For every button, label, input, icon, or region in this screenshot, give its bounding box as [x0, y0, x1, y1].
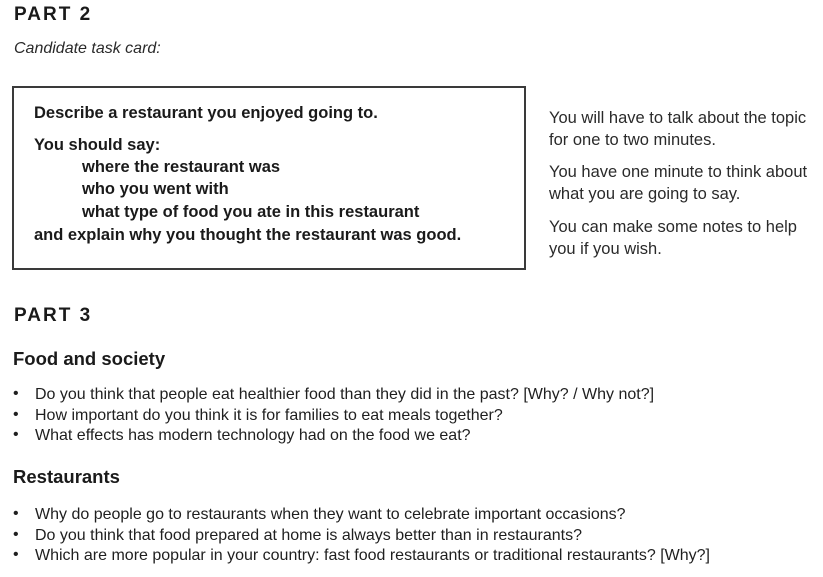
section-title-food-and-society: Food and society: [13, 348, 166, 369]
bullet-icon: •: [13, 385, 19, 402]
part-2-heading: PART 2: [14, 4, 93, 25]
question-text: Which are more popular in your country: fast food restaurants or traditional restaurants? [Why?]: [35, 547, 710, 564]
question-text: Do you think that people eat healthier food than they did in the past? [Why? / Why not?]: [35, 386, 655, 403]
instruction-note: You have one minute to think about what you are going to say.: [549, 163, 808, 203]
bullet-icon: •: [13, 546, 19, 563]
card-point: what type of food you ate in this restaurant: [82, 203, 420, 221]
candidate-task-card: [12, 86, 526, 270]
card-point: who you went with: [82, 180, 229, 198]
question-text: How important do you think it is for families to eat meals together?: [35, 406, 503, 424]
card-should-say: You should say:: [34, 136, 161, 154]
card-point: where the restaurant was: [82, 158, 281, 176]
section-title-restaurants: Restaurants: [13, 466, 120, 487]
card-explain: and explain why you thought the restaurant was good.: [34, 226, 462, 244]
part-3-heading: PART 3: [14, 305, 93, 326]
instruction-note: You will have to talk about the topic for one to two minutes.: [549, 109, 807, 149]
bullet-icon: •: [13, 525, 19, 543]
task-card-subtitle: Candidate task card:: [14, 40, 161, 57]
bullet-icon: •: [13, 426, 19, 443]
question-text: Do you think that food prepared at home is always better than in restaurants?: [35, 526, 582, 544]
card-topic: Describe a restaurant you enjoyed going to.: [34, 104, 378, 122]
question-text: Why do people go to restaurants when they want to celebrate important occasions?: [35, 506, 626, 523]
question-text: What effects has modern technology had on the food we eat?: [35, 427, 471, 444]
bullet-icon: •: [13, 505, 19, 522]
bullet-icon: •: [13, 405, 19, 423]
instruction-note: You can make some notes to help you if you wish.: [549, 218, 797, 258]
